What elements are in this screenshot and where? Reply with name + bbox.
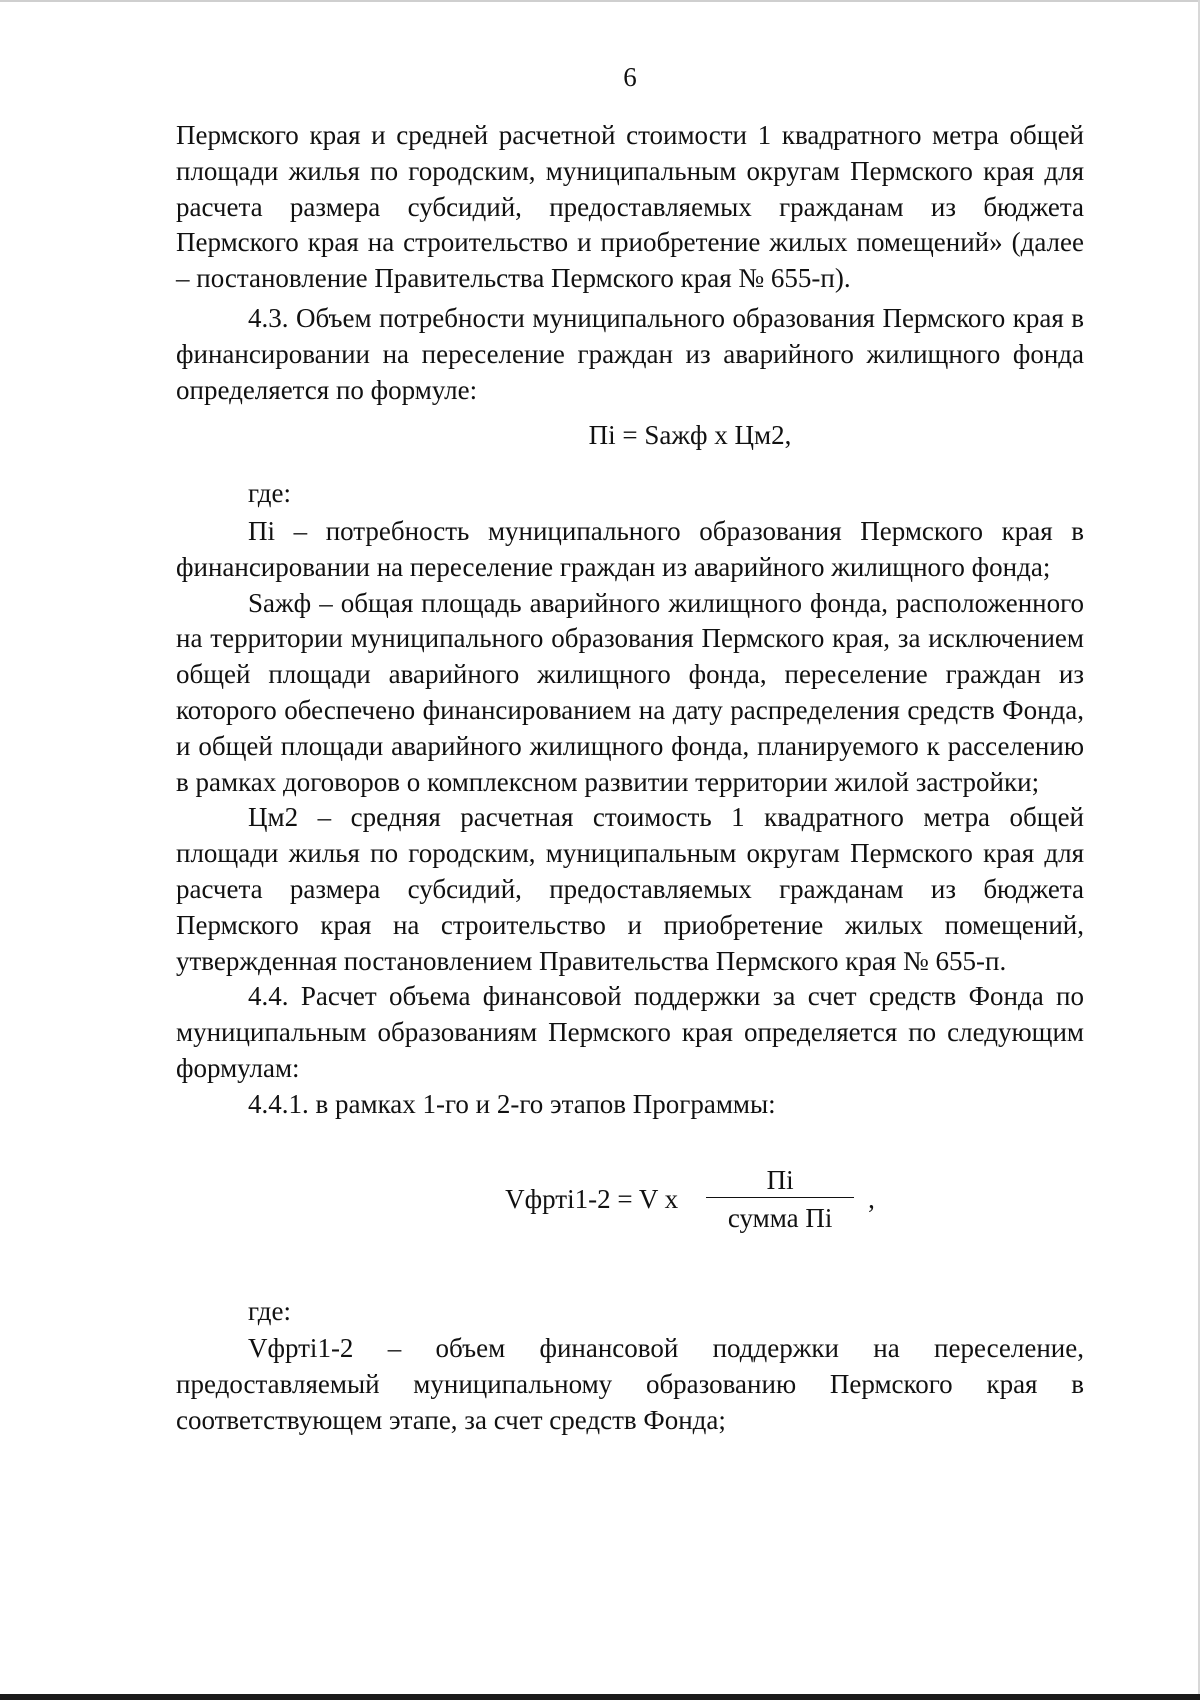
scan-edge-bottom (0, 1694, 1200, 1700)
definition-v: Vфртi1-2 – объем финансовой поддержки на переселение, предоставляемый муниципальному образованию Пермского края в соответствующем этапе, за счет средств Фонда; (176, 1333, 1084, 1435)
page-number: 6 (623, 62, 637, 92)
formula-support (176, 1163, 1084, 1238)
where-label-2: где: (248, 1295, 291, 1326)
formula-support-lhs: Vфртi1-2 = V х (505, 1184, 679, 1215)
scan-edge-top (0, 0, 1200, 2)
paragraph-4-3: 4.3. Объем потребности муниципального образования Пермского края в финансировании на переселение граждан из аварийного жилищного фонда определяется по формуле: (176, 302, 1084, 405)
document-body (176, 118, 1084, 1439)
paragraph-4-4-1: 4.4.1. в рамках 1-го и 2-го этапов Программы: (248, 1088, 776, 1119)
formula-need: Пi = Sажф х Цм2, (588, 420, 792, 451)
formula-fraction (706, 1163, 854, 1238)
definition-cm2: Цм2 – средняя расчетная стоимость 1 квадратного метра общей площади жилья по городским, муниципальным округам Пермского края для расчета размера субсидий, предоставляемых гражданам из бюджета Пермского края на строительство и приобретение жилых помещений, утвержденная постановлением Правительства Пермского края № 655-п. (176, 802, 1084, 976)
definition-s-azhf: Sажф – общая площадь аварийного жилищного фонда, расположенного на территории муниципального образования Пермского края, за исключением общей площади аварийного жилищного фонда, переселение граждан из которого обеспечено финансированием на дату распределения средств Фонда, и общей площади аварийного жилищного фонда, планируемого к расселению в рамках договоров о комплексном развитии территории жилой застройки; (176, 587, 1084, 797)
fraction-denominator: сумма Пi (727, 1202, 833, 1233)
definition-pi: Пi – потребность муниципального образования Пермского края в финансировании на переселение граждан из аварийного жилищного фонда; (176, 515, 1084, 582)
where-label-1: где: (248, 478, 291, 509)
paragraph-continuation: Пермского края и средней расчетной стоимости 1 квадратного метра общей площади жилья по городским, муниципальным округам Пермского края для расчета размера субсидий, предоставляемых гражданам из бюджета Пермского края на строительство и приобретение жилых помещений» (далее – постановление Правительства Пермского края № 655-п). (176, 120, 1084, 294)
fraction-numerator: Пi (766, 1164, 794, 1195)
paragraph-4-4: 4.4. Расчет объема финансовой поддержки за счет средств Фонда по муниципальным образованиям Пермского края определяется по следующим формулам: (176, 981, 1084, 1083)
formula-support-comma: , (868, 1184, 875, 1215)
